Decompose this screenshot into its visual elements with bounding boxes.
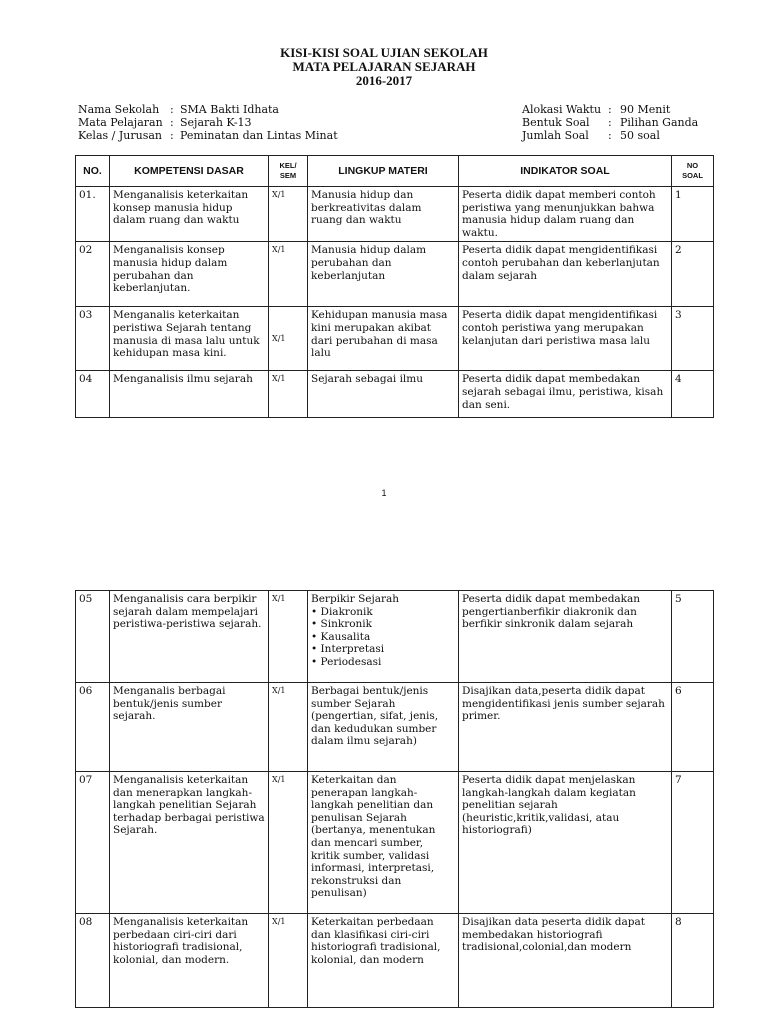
- lingkup-bullet: • Diakronik: [311, 605, 373, 618]
- kisi-table-page-1: [75, 155, 714, 418]
- table-row: [76, 242, 714, 307]
- cell-no: 06: [76, 683, 110, 772]
- title-line-2: MATA PELAJARAN SEJARAH: [292, 59, 476, 74]
- cell-no-soal: 3: [672, 307, 714, 371]
- cell-sem: X/1: [269, 914, 308, 1008]
- info-row-subject: [78, 116, 338, 129]
- cell-lingkup: [308, 591, 459, 683]
- cell-indikator: Disajikan data,peserta didik dapat mengidentifikasi jenis sumber sejarah primer.: [459, 683, 672, 772]
- school-info: [78, 103, 338, 142]
- cell-kd: Menganalisis keterkaitan dan menerapkan langkah-langkah penelitian Sejarah terhadap berbagai peristiwa Sejarah.: [110, 772, 269, 914]
- cell-lingkup: Berbagai bentuk/jenis sumber Sejarah (pengertian, sifat, jenis, dan kedudukan sumber dalam ilmu sejarah): [308, 683, 459, 772]
- cell-indikator: Peserta didik dapat membedakan sejarah sebagai ilmu, peristiwa, kisah dan seni.: [459, 371, 672, 418]
- table-row: [76, 307, 714, 371]
- table-row: [76, 914, 714, 1008]
- cell-no: 08: [76, 914, 110, 1008]
- info-value: SMA Bakti Idhata: [180, 103, 279, 116]
- cell-no-soal: 7: [672, 772, 714, 914]
- info-key: Mata Pelajaran: [78, 116, 163, 129]
- table-header-row: [76, 156, 714, 187]
- cell-indikator: Peserta didik dapat mengidentifikasi contoh perubahan dan keberlanjutan dalam sejarah: [459, 242, 672, 307]
- kisi-table-page-2: [75, 590, 714, 1008]
- info-row-count: [522, 129, 698, 142]
- table-row: [76, 683, 714, 772]
- lingkup-bullet: • Sinkronik: [311, 618, 373, 631]
- cell-lingkup: Keterkaitan perbedaan dan klasifikasi ciri-ciri historiografi tradisional, kolonial, dan modern: [308, 914, 459, 1008]
- cell-kd: Menganalis keterkaitan peristiwa Sejarah tentang manusia di masa lalu untuk kehidupan masa kini.: [110, 307, 269, 371]
- cell-kd: Menganalisis ilmu sejarah: [110, 371, 269, 418]
- cell-sem: X/1: [269, 683, 308, 772]
- info-value: 90 Menit: [620, 103, 671, 116]
- cell-no: 04: [76, 371, 110, 418]
- info-sep: :: [170, 103, 174, 116]
- page-number: 1: [381, 488, 387, 498]
- lingkup-bullet: • Interpretasi: [311, 643, 385, 656]
- exam-info: [522, 103, 698, 142]
- cell-lingkup: Manusia hidup dalam perubahan dan keberlanjutan: [308, 242, 459, 307]
- cell-no-soal: 8: [672, 914, 714, 1008]
- cell-sem: X/1: [269, 772, 308, 914]
- cell-indikator: Peserta didik dapat membedakan pengertianberfikir diakronik dan berfikir sinkronik dalam sejarah: [459, 591, 672, 683]
- cell-indikator: Peserta didik dapat memberi contoh peristiwa yang menunjukkan bahwa manusia hidup dalam ruang dan waktu.: [459, 187, 672, 242]
- info-key: Nama Sekolah: [78, 103, 160, 116]
- header-kel-sem: [269, 156, 308, 187]
- title-line-1: KISI-KISI SOAL UJIAN SEKOLAH: [280, 45, 488, 60]
- cell-kd: Menganalisis keterkaitan konsep manusia hidup dalam ruang dan waktu: [110, 187, 269, 242]
- header-kompetensi-dasar: KOMPETENSI DASAR: [110, 156, 269, 187]
- lingkup-bullet: • Kausalita: [311, 630, 371, 643]
- cell-kd: Menganalisis keterkaitan perbedaan ciri-ciri dari historiografi tradisional, kolonial, dan modern.: [110, 914, 269, 1008]
- info-row-school: [78, 103, 338, 116]
- cell-no-soal: 5: [672, 591, 714, 683]
- cell-sem: X/1: [269, 242, 308, 307]
- header-lingkup-materi: LINGKUP MATERI: [308, 156, 459, 187]
- cell-lingkup: Kehidupan manusia masa kini merupakan akibat dari perubahan di masa lalu: [308, 307, 459, 371]
- info-row-time: [522, 103, 698, 116]
- cell-no: 03: [76, 307, 110, 371]
- info-key: Bentuk Soal: [522, 116, 590, 129]
- info-value: Sejarah K-13: [180, 116, 252, 129]
- document-title: [0, 46, 768, 88]
- info-sep: :: [608, 129, 612, 142]
- info-value: 50 soal: [620, 129, 660, 142]
- cell-no: 05: [76, 591, 110, 683]
- info-value: Peminatan dan Lintas Minat: [180, 129, 338, 142]
- info-sep: :: [170, 129, 174, 142]
- info-key: Alokasi Waktu: [522, 103, 602, 116]
- cell-no: 01.: [76, 187, 110, 242]
- cell-indikator: Disajikan data peserta didik dapat membedakan historiografi tradisional,colonial,dan modern: [459, 914, 672, 1008]
- info-value: Pilihan Ganda: [620, 116, 699, 129]
- cell-lingkup: Sejarah sebagai ilmu: [308, 371, 459, 418]
- cell-no: 07: [76, 772, 110, 914]
- cell-sem: X/1: [269, 307, 308, 371]
- cell-lingkup: Keterkaitan dan penerapan langkah-langkah penelitian dan penulisan Sejarah (bertanya, menentukan dan mencari sumber, kritik sumber, validasi informasi, interpretasi, rekonstruksi dan penulisan): [308, 772, 459, 914]
- info-row-class: [78, 129, 338, 142]
- table-row: [76, 772, 714, 914]
- cell-no-soal: 4: [672, 371, 714, 418]
- lingkup-heading: Berpikir Sejarah: [311, 593, 400, 605]
- cell-sem: X/1: [269, 591, 308, 683]
- info-key: Jumlah Soal: [522, 129, 589, 142]
- info-sep: :: [608, 116, 612, 129]
- header-indikator-soal: INDIKATOR SOAL: [459, 156, 672, 187]
- table-row: [76, 187, 714, 242]
- info-key: Kelas / Jurusan: [78, 129, 162, 142]
- info-sep: :: [170, 116, 174, 129]
- lingkup-bullet: • Periodesasi: [311, 655, 382, 668]
- header-sem: SEM: [279, 171, 297, 180]
- header-no-label: NO: [686, 161, 699, 170]
- header-kel: KEL/: [279, 161, 297, 170]
- header-no: NO.: [76, 156, 110, 187]
- cell-no-soal: 6: [672, 683, 714, 772]
- cell-no-soal: 1: [672, 187, 714, 242]
- cell-no-soal: 2: [672, 242, 714, 307]
- cell-sem: X/1: [269, 187, 308, 242]
- cell-indikator: Peserta didik dapat mengidentifikasi contoh peristiwa yang merupakan kelanjutan dari peristiwa masa lalu: [459, 307, 672, 371]
- title-line-3: 2016-2017: [355, 73, 413, 88]
- info-sep: :: [608, 103, 612, 116]
- table-row: [76, 371, 714, 418]
- cell-no: 02: [76, 242, 110, 307]
- cell-sem: X/1: [269, 371, 308, 418]
- cell-lingkup: Manusia hidup dan berkreativitas dalam ruang dan waktu: [308, 187, 459, 242]
- table-row: [76, 591, 714, 683]
- header-no-soal: [672, 156, 714, 187]
- header-soal-label: SOAL: [682, 171, 703, 180]
- info-row-form: [522, 116, 698, 129]
- cell-indikator: Peserta didik dapat menjelaskan langkah-langkah dalam kegiatan penelitian sejarah (heuristic,kritik,validasi, atau historiografi): [459, 772, 672, 914]
- cell-kd: Menganalisis konsep manusia hidup dalam perubahan dan keberlanjutan.: [110, 242, 269, 307]
- cell-kd: Menganalisis cara berpikir sejarah dalam mempelajari peristiwa-peristiwa sejarah.: [110, 591, 269, 683]
- cell-kd: Menganalis berbagai bentuk/jenis sumber sejarah.: [110, 683, 269, 772]
